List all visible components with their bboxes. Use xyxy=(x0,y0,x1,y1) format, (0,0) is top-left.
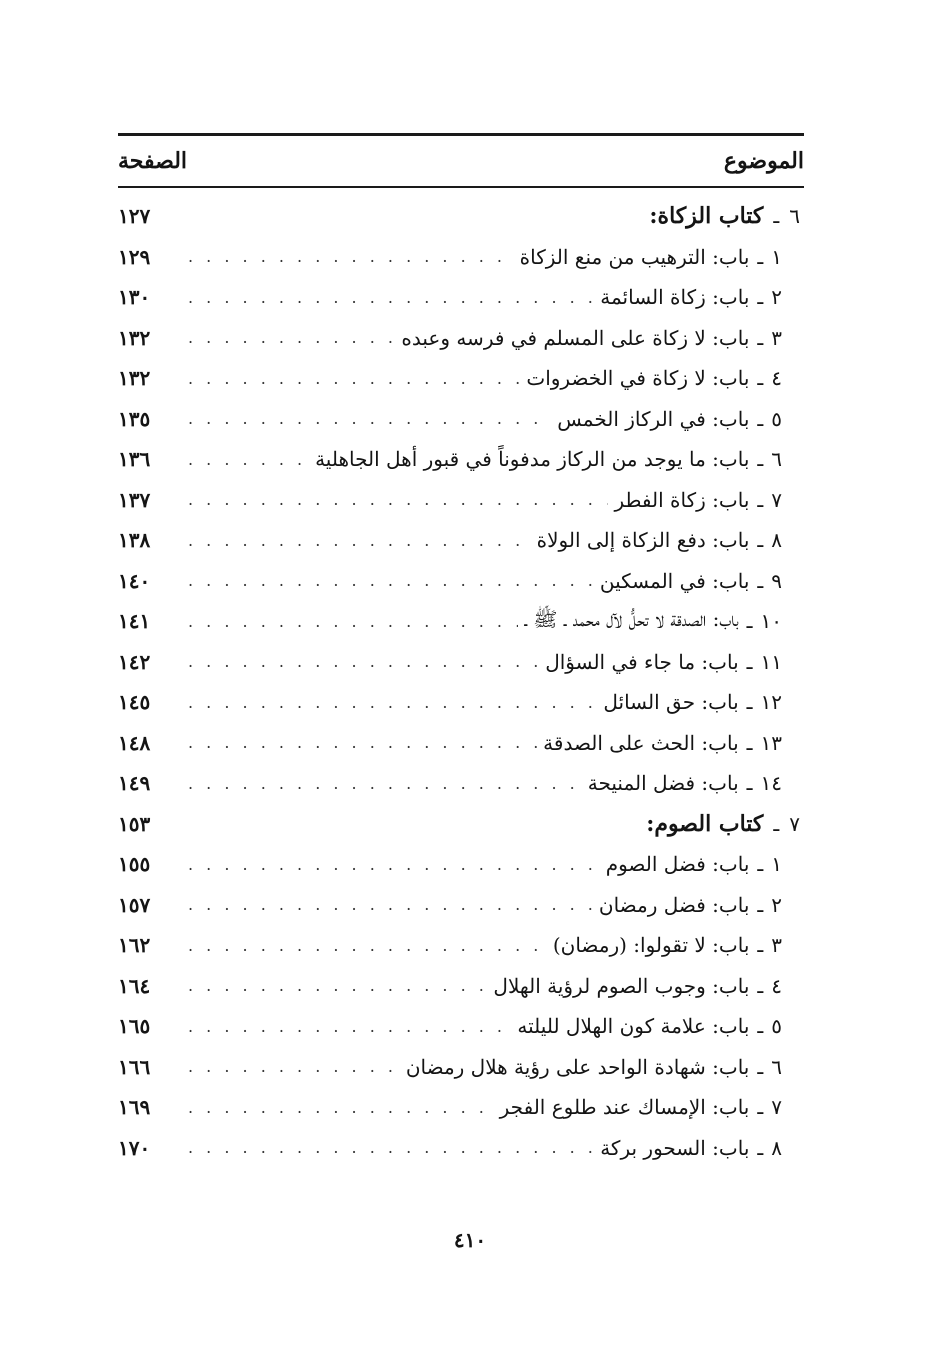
dot-leader xyxy=(188,1057,400,1076)
entry-title: باب: فضل المنيحة xyxy=(587,771,739,796)
entry-dash: ـ xyxy=(757,568,764,593)
entry-title: باب: لا زكاة في الخضروات xyxy=(526,366,750,391)
toc-entry xyxy=(118,480,804,521)
entry-page-number: ١٦٦ xyxy=(118,1054,151,1079)
dot-leader xyxy=(188,936,547,955)
dot-leader xyxy=(188,855,600,874)
entry-title: باب: السحور بركة xyxy=(600,1135,750,1160)
dot-leader xyxy=(188,328,395,347)
entry-title: باب: لا تقولوا: (رمضان) xyxy=(552,933,750,958)
toc-entry xyxy=(118,844,804,885)
toc-entry xyxy=(118,642,804,683)
toc-entry xyxy=(118,1006,804,1047)
entry-number: ١ xyxy=(771,852,782,877)
entry-number: ٩ xyxy=(771,568,782,593)
toc-entry xyxy=(118,520,804,561)
page-number: ٤١٠ xyxy=(453,1228,487,1252)
entry-number: ٧ xyxy=(789,811,800,836)
entry-dash: ـ xyxy=(746,649,753,674)
entry-page-number: ١٣٨ xyxy=(118,528,151,553)
entry-page-number: ١٤٠ xyxy=(118,568,151,593)
dot-leader xyxy=(188,895,593,914)
entry-title: باب: الإمساك عند طلوع الفجر xyxy=(499,1095,750,1120)
dot-leader xyxy=(188,652,539,671)
toc-entry xyxy=(118,1047,804,1088)
entry-number: ٢ xyxy=(771,892,782,917)
entry-number: ٧ xyxy=(771,1095,782,1120)
entry-page-number: ١٣٠ xyxy=(118,285,151,310)
entry-dash: ـ xyxy=(757,528,764,553)
entry-title: كتاب الزكاة: xyxy=(649,203,764,230)
dot-leader xyxy=(188,1017,511,1036)
toc-entry xyxy=(118,561,804,602)
entry-page-number: ١٦٩ xyxy=(118,1095,151,1120)
entry-title: باب: في الركاز الخمس xyxy=(557,406,750,431)
entry-page-number: ١٤٥ xyxy=(118,690,151,715)
entry-number: ٨ xyxy=(771,528,782,553)
entry-dash: ـ xyxy=(757,933,764,958)
entry-number: ٢ xyxy=(771,285,782,310)
column-header xyxy=(118,136,804,186)
entry-number: ١٠ xyxy=(760,609,782,634)
subject-column-label: الموضوع xyxy=(723,148,804,174)
toc-entry xyxy=(118,601,804,642)
entry-page-number: ١٢٩ xyxy=(118,244,151,269)
entry-title: باب: الصدقة لا تحلُّ لآل محمد ـ ﷺ ـ xyxy=(524,606,739,631)
entry-dash: ـ xyxy=(757,852,764,877)
dot-leader xyxy=(188,409,551,428)
entry-title: باب: حق السائل xyxy=(603,690,739,715)
entry-number: ٦ xyxy=(789,204,800,229)
entry-number: ١٢ xyxy=(760,690,782,715)
entry-page-number: ١٦٤ xyxy=(118,973,151,998)
dot-leader xyxy=(188,288,594,307)
dot-leader xyxy=(188,693,597,712)
entry-page-number: ١٣٥ xyxy=(118,406,151,431)
entry-page-number: ١٤٨ xyxy=(118,730,151,755)
entry-number: ٧ xyxy=(771,487,782,512)
entry-title: باب: في المسكين xyxy=(599,568,750,593)
entry-page-number: ١٣٧ xyxy=(118,487,151,512)
entry-page-number: ١٥٣ xyxy=(118,811,151,836)
entry-number: ١١ xyxy=(760,649,782,674)
entry-page-number: ١٤١ xyxy=(118,609,151,634)
dot-leader xyxy=(188,612,518,631)
toc-entry xyxy=(118,966,804,1007)
toc-entry xyxy=(118,277,804,318)
toc-entry xyxy=(118,925,804,966)
entry-title: باب: زكاة الفطر xyxy=(614,487,750,512)
entry-title: باب: الترهيب من منع الزكاة xyxy=(519,244,750,269)
entry-number: ٦ xyxy=(771,1054,782,1079)
entry-dash: ـ xyxy=(757,285,764,310)
entry-title: باب: فضل رمضان xyxy=(598,892,750,917)
entry-number: ٣ xyxy=(771,933,782,958)
entry-number: ٣ xyxy=(771,325,782,350)
entry-title: باب: شهادة الواحد على رؤية هلال رمضان xyxy=(405,1054,750,1079)
dot-leader xyxy=(188,531,531,550)
toc-entry xyxy=(118,682,804,723)
entry-dash: ـ xyxy=(773,811,780,836)
toc-entry xyxy=(118,237,804,278)
entry-number: ٤ xyxy=(771,366,782,391)
table-of-contents xyxy=(118,196,804,1168)
entry-page-number: ١٦٥ xyxy=(118,1014,151,1039)
entry-title: باب: علامة كون الهلال لليلته xyxy=(517,1014,750,1039)
entry-title: باب: ما جاء في السؤال xyxy=(545,649,739,674)
entry-dash: ـ xyxy=(757,1054,764,1079)
entry-dash: ـ xyxy=(757,487,764,512)
entry-number: ٤ xyxy=(771,973,782,998)
entry-dash: ـ xyxy=(757,406,764,431)
entry-dash: ـ xyxy=(757,244,764,269)
dot-leader xyxy=(188,247,514,266)
entry-dash: ـ xyxy=(757,973,764,998)
entry-dash: ـ xyxy=(773,204,780,229)
toc-book-entry xyxy=(118,804,804,845)
entry-dash: ـ xyxy=(746,690,753,715)
entry-page-number: ١٣٢ xyxy=(118,325,151,350)
entry-page-number: ١٣٢ xyxy=(118,366,151,391)
entry-dash: ـ xyxy=(746,730,753,755)
entry-page-number: ١٦٢ xyxy=(118,933,151,958)
entry-title: باب: دفع الزكاة إلى الولاة xyxy=(536,528,750,553)
entry-dash: ـ xyxy=(757,1095,764,1120)
entry-dash: ـ xyxy=(757,325,764,350)
entry-dash: ـ xyxy=(757,1135,764,1160)
dot-leader xyxy=(188,1138,594,1157)
entry-title: باب: فضل الصوم xyxy=(605,852,750,877)
entry-number: ١٣ xyxy=(760,730,782,755)
entry-title: باب: لا زكاة على المسلم في فرسه وعبده xyxy=(401,325,750,350)
header-rule xyxy=(118,186,804,188)
entry-page-number: ١٤٩ xyxy=(118,771,151,796)
entry-number: ١ xyxy=(771,244,782,269)
entry-number: ٦ xyxy=(771,447,782,472)
entry-dash: ـ xyxy=(757,366,764,391)
entry-number: ٨ xyxy=(771,1135,782,1160)
entry-page-number: ١٥٥ xyxy=(118,852,151,877)
toc-book-entry xyxy=(118,196,804,237)
entry-dash: ـ xyxy=(746,771,753,796)
entry-page-number: ١٣٦ xyxy=(118,447,151,472)
entry-number: ٥ xyxy=(771,1014,782,1039)
entry-title: باب: الحث على الصدقة xyxy=(543,730,739,755)
toc-entry xyxy=(118,439,804,480)
toc-entry xyxy=(118,885,804,926)
toc-entry xyxy=(118,763,804,804)
entry-page-number: ١٤٢ xyxy=(118,649,151,674)
dot-leader xyxy=(188,733,537,752)
toc-entry xyxy=(118,399,804,440)
dot-leader xyxy=(188,369,520,388)
entry-dash: ـ xyxy=(746,609,753,634)
entry-title: باب: زكاة السائمة xyxy=(600,285,750,310)
dot-leader xyxy=(188,450,309,469)
entry-page-number: ١٢٧ xyxy=(118,204,151,229)
dot-leader xyxy=(188,774,582,793)
dot-leader xyxy=(188,1098,494,1117)
entry-dash: ـ xyxy=(757,1014,764,1039)
entry-title: باب: ما يوجد من الركاز مدفوناً في قبور أهل الجاهلية xyxy=(315,447,750,472)
dot-leader xyxy=(188,571,594,590)
entry-title: باب: وجوب الصوم لرؤية الهلال xyxy=(493,973,750,998)
entry-page-number: ١٧٠ xyxy=(118,1135,151,1160)
contents-page xyxy=(118,133,804,1168)
entry-number: ٥ xyxy=(771,406,782,431)
toc-entry xyxy=(118,1128,804,1169)
entry-title: كتاب الصوم: xyxy=(646,810,764,837)
toc-entry xyxy=(118,723,804,764)
toc-entry xyxy=(118,1087,804,1128)
toc-entry xyxy=(118,358,804,399)
page-column-label: الصفحة xyxy=(118,148,188,174)
entry-number: ١٤ xyxy=(760,771,782,796)
entry-dash: ـ xyxy=(757,447,764,472)
dot-leader xyxy=(188,976,487,995)
toc-entry xyxy=(118,318,804,359)
dot-leader xyxy=(188,490,608,509)
entry-dash: ـ xyxy=(757,892,764,917)
entry-page-number: ١٥٧ xyxy=(118,892,151,917)
